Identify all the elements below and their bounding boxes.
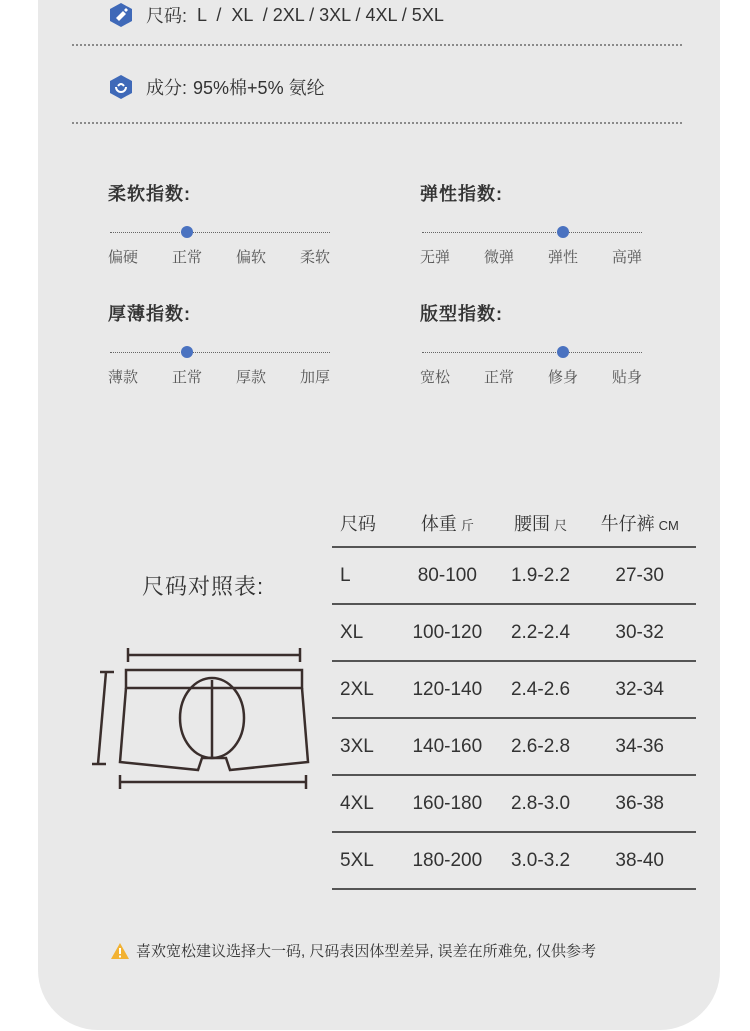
index-marker xyxy=(557,346,569,358)
header-waist: 腰围 尺 xyxy=(498,500,584,547)
index-scale xyxy=(108,346,330,360)
table-cell: 5XL xyxy=(332,832,397,889)
index-level: 薄款 xyxy=(108,369,139,386)
divider xyxy=(72,122,682,124)
index-level: 修身 xyxy=(547,369,578,386)
size-spec-row xyxy=(108,2,444,28)
softness-index xyxy=(108,180,338,267)
table-cell: 38-40 xyxy=(583,832,696,889)
table-row xyxy=(332,832,696,889)
thickness-index xyxy=(108,300,338,387)
index-level: 正常 xyxy=(171,369,202,386)
table-cell: 30-32 xyxy=(583,604,696,661)
index-level: 柔软 xyxy=(299,249,330,266)
index-level: 偏硬 xyxy=(108,249,139,266)
index-marker xyxy=(181,346,193,358)
table-cell: 140-160 xyxy=(397,718,498,775)
index-title: 柔软指数: xyxy=(108,184,191,204)
index-level: 正常 xyxy=(171,249,202,266)
table-cell: 2.8-3.0 xyxy=(498,775,584,832)
index-level: 厚款 xyxy=(235,369,266,386)
warning-icon xyxy=(110,942,130,960)
size-chart-table xyxy=(332,500,696,890)
material-spec-row xyxy=(108,74,325,100)
index-level: 高弹 xyxy=(611,249,642,266)
table-cell: 2.2-2.4 xyxy=(498,604,584,661)
index-level: 偏软 xyxy=(235,249,266,266)
fit-index xyxy=(420,300,650,387)
header-weight: 体重 斤 xyxy=(397,500,498,547)
size-note-text: 喜欢宽松建议选择大一码, 尺码表因体型差异, 误差在所难免, 仅供参考 xyxy=(136,943,597,960)
index-level: 正常 xyxy=(483,369,514,386)
table-row xyxy=(332,661,696,718)
size-chart-title: 尺码对照表: xyxy=(142,574,265,599)
size-hexagon-icon xyxy=(108,2,134,28)
underwear-diagram-icon xyxy=(88,640,318,800)
table-cell: 27-30 xyxy=(583,547,696,604)
table-cell: 34-36 xyxy=(583,718,696,775)
index-level: 宽松 xyxy=(420,369,451,386)
table-row xyxy=(332,547,696,604)
table-cell: 2.6-2.8 xyxy=(498,718,584,775)
table-cell: 80-100 xyxy=(397,547,498,604)
table-cell: XL xyxy=(332,604,397,661)
table-cell: 32-34 xyxy=(583,661,696,718)
size-spec-values: L / XL / 2XL / 3XL / 4XL / 5XL xyxy=(197,4,444,25)
table-cell: 3XL xyxy=(332,718,397,775)
table-row xyxy=(332,604,696,661)
index-scale xyxy=(420,346,642,360)
table-cell: 1.9-2.2 xyxy=(498,547,584,604)
index-marker xyxy=(181,226,193,238)
index-level: 加厚 xyxy=(299,369,330,386)
index-level: 弹性 xyxy=(547,249,578,266)
size-note xyxy=(110,940,596,961)
material-spec-label: 成分: xyxy=(146,78,188,98)
table-cell: 100-120 xyxy=(397,604,498,661)
table-cell: 2.4-2.6 xyxy=(498,661,584,718)
table-cell: 180-200 xyxy=(397,832,498,889)
index-title: 厚薄指数: xyxy=(108,304,191,324)
table-row xyxy=(332,775,696,832)
table-cell: 120-140 xyxy=(397,661,498,718)
index-level: 贴身 xyxy=(611,369,642,386)
table-cell: 160-180 xyxy=(397,775,498,832)
index-title: 弹性指数: xyxy=(420,184,503,204)
table-row xyxy=(332,718,696,775)
size-spec-label: 尺码: xyxy=(146,6,188,26)
index-title: 版型指数: xyxy=(420,304,503,324)
table-cell: 4XL xyxy=(332,775,397,832)
index-marker xyxy=(557,226,569,238)
material-spec-value: 95%棉+5% 氨纶 xyxy=(193,78,325,98)
elasticity-index xyxy=(420,180,650,267)
index-scale xyxy=(108,226,330,240)
table-cell: 2XL xyxy=(332,661,397,718)
table-cell: L xyxy=(332,547,397,604)
material-hexagon-icon xyxy=(108,74,134,100)
table-header-row xyxy=(332,500,696,547)
table-cell: 3.0-3.2 xyxy=(498,832,584,889)
index-level: 无弹 xyxy=(420,249,451,266)
index-level: 微弹 xyxy=(483,249,514,266)
divider xyxy=(72,44,682,46)
index-scale xyxy=(420,226,642,240)
header-size: 尺码 xyxy=(332,500,397,547)
header-jeans: 牛仔裤 CM xyxy=(583,500,696,547)
table-cell: 36-38 xyxy=(583,775,696,832)
